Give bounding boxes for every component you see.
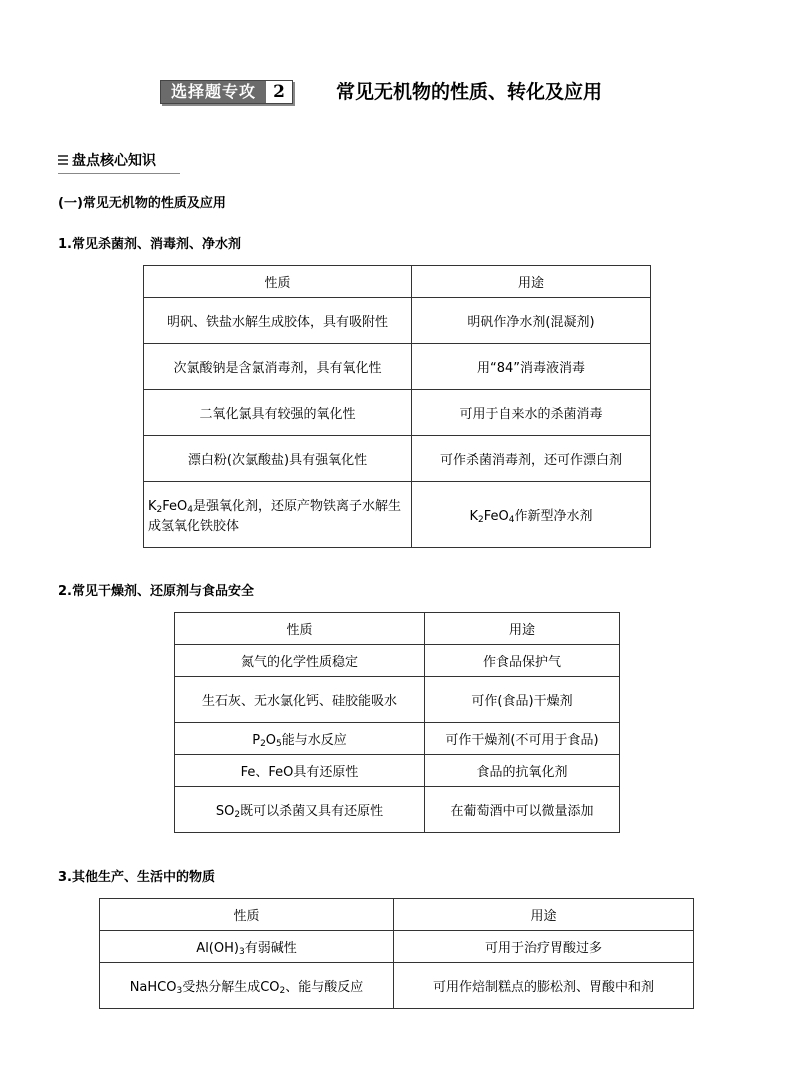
table-cell: 氮气的化学性质稳定: [175, 645, 425, 677]
column-header: 用途: [425, 613, 620, 645]
table-cell: 生石灰、无水氯化钙、硅胶能吸水: [175, 677, 425, 723]
document-icon: [58, 154, 68, 166]
table-cell: 次氯酸钠是含氯消毒剂，具有氧化性: [144, 344, 412, 390]
column-header: 用途: [412, 266, 651, 298]
table-cell: 二氧化氯具有较强的氧化性: [144, 390, 412, 436]
badge-label: 选择题专攻: [161, 81, 266, 103]
table-cell: 可用于自来水的杀菌消毒: [412, 390, 651, 436]
badge-number: 2: [266, 81, 292, 103]
section-heading: [58, 150, 180, 174]
table-cell: 用“84”消毒液消毒: [412, 344, 651, 390]
table-cell: 在葡萄酒中可以微量添加: [425, 787, 620, 833]
table-cell: 明矾作净水剂(混凝剂): [412, 298, 651, 344]
topic-badge: [160, 80, 293, 104]
table-cell: 食品的抗氧化剂: [425, 755, 620, 787]
section-heading-text: 盘点核心知识: [72, 153, 156, 169]
table-desiccants: [174, 612, 620, 833]
table-cell: $K_2FeO_4$是强氧化剂，还原产物铁离子水解生成氢氧化铁胶体: [144, 482, 412, 548]
column-header: 性质: [175, 613, 425, 645]
page-title: 常见无机物的性质、转化及应用: [336, 81, 603, 103]
column-header: 性质: [100, 899, 394, 931]
part-2-title: 2.常见干燥剂、还原剂与食品安全: [58, 584, 254, 599]
table-cell: $K_2FeO_4$作新型净水剂: [412, 482, 651, 548]
table-cell: 可作杀菌消毒剂，还可作漂白剂: [412, 436, 651, 482]
table-cell: 漂白粉(次氯酸盐)具有强氧化性: [144, 436, 412, 482]
table-cell: 可用于治疗胃酸过多: [394, 931, 694, 963]
table-cell: $SO_2$既可以杀菌又具有还原性: [175, 787, 425, 833]
page-header: [160, 80, 660, 104]
table-cell: 可作干燥剂(不可用于食品): [425, 723, 620, 755]
table-cell: Fe、FeO具有还原性: [175, 755, 425, 787]
part-3-title: 3.其他生产、生活中的物质: [58, 870, 215, 885]
table-cell: 可作(食品)干燥剂: [425, 677, 620, 723]
table-cell: $Al(OH)_3$有弱碱性: [100, 931, 394, 963]
table-cell: 作食品保护气: [425, 645, 620, 677]
table-cell: 可用作焙制糕点的膨松剂、胃酸中和剂: [394, 963, 694, 1009]
table-other-substances: [99, 898, 694, 1009]
part-1-title: 1.常见杀菌剂、消毒剂、净水剂: [58, 237, 241, 252]
table-cell: 明矾、铁盐水解生成胶体，具有吸附性: [144, 298, 412, 344]
column-header: 性质: [144, 266, 412, 298]
table-cell: NaHCO$_3$受热分解生成$CO_2$、能与酸反应: [100, 963, 394, 1009]
table-disinfectants: [143, 265, 651, 548]
column-header: 用途: [394, 899, 694, 931]
table-cell: $P_2O_5$能与水反应: [175, 723, 425, 755]
subheading: (一)常见无机物的性质及应用: [58, 196, 226, 211]
